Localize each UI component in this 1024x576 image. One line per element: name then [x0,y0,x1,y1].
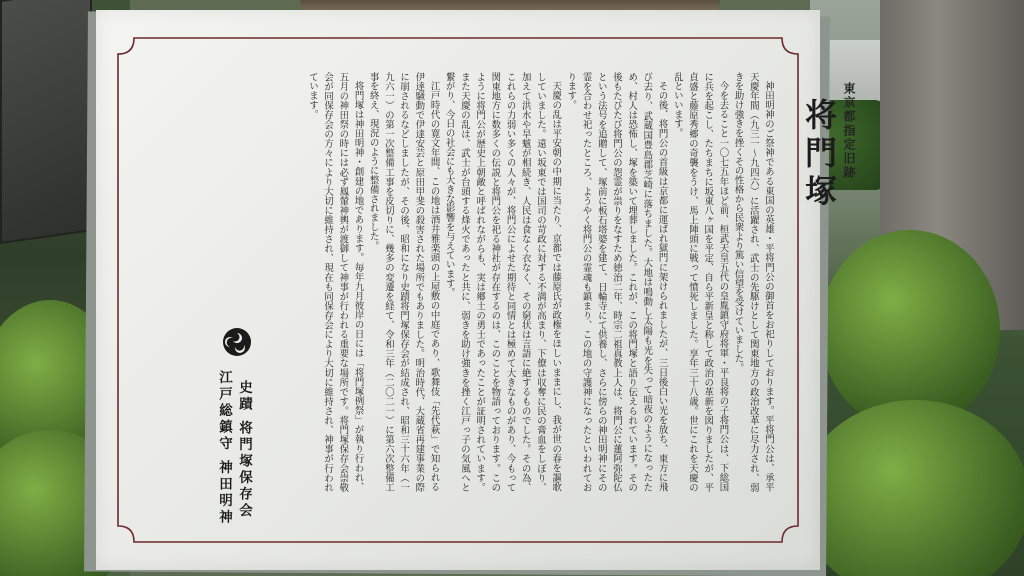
adjacent-old-sign [0,0,92,244]
mitsudomoe-crest-icon [223,328,251,356]
body-paragraph: 神田明神のご祭神である東国の英雄・平将門公の御首をお祀りしております。平将門公は、承平天慶年間（九三一～九四六）に活躍され、武士の先駆けとして関東地方の政治改革に尽力され、弱きを助け強きを挫くその性格から民衆より篤い信望を受けていました。 [732,72,774,492]
body-paragraph: 天慶の乱は平安朝の中期に当たり、京都では藤原氏が政権をほしいままにし、我が世の春を謳歌していました。遠い坂東では国司の苛政に対する不満が高まり、下僚は収奪に民の膏血をしぼり、加えて洪水や旱魃が相続き、人民は食なく衣なく、その窮状は言語に絶するものでした。その為、これらの力弱い多くの人々が、将門公によせた期待と同情とは極めて大きなものがあり、今もって関東地方に数多くの伝説と将門公を祀る神社が存在するのは、このことを物語っております。このように将門公が歴史上朝敵と呼ばれながらも、実は郷土の勇士であったことが証明されています。また天慶の乱は、武士が台頭する烽火であったと共に、弱きを助け強きを挫く江戸っ子の気風へと繋がり、今日の社会にも大きな影響を与えています。 [443,72,562,492]
body-paragraph: 江戸時代の寛文年間、この地は酒井雅楽頭の上屋敷の中庭であり、歌舞伎「先代萩」で知られる伊達騒動で伊達安芸と原田甲斐の殺害された場所でもありました。明治時代、大蔵省再建事業の際に崩されるなどしましたが、その後、昭和になり史蹟将門塚保存会が結成され、昭和三十六年（一九六一）の第一次整備工事を皮切りに、幾多の変遷を経て、令和三年（二〇二一）に第六次整備工事を終え、現況のように整備されました。 [367,72,440,492]
designation-label: 東京都指定旧跡 [842,82,856,180]
body-paragraph: 今を去ること一〇七五年ほど前、桓武天皇五代の皇胤鎮守府将軍・平良将の子将門公は、下総国に兵を起こし、たちまちに坂東八ヶ国を平定、自ら平新皇と称して政治の革新を図りましたが、平貞盛と藤原秀郷の奇襲をうけ、馬上陣頭に戦って憤死しました。享年三十八歳。世にこれを天慶の乱といいます。 [671,72,729,492]
body-paragraph: その後、将門公の首級は京都に運ばれ獄門に架けられましたが、三日後白い光を放ち、東方に飛び去り、武蔵国豊島郡芝崎に落ちました。大地は鳴動し太陽も光を失って暗夜のようになったため、村人は恐怖し、塚を築いて埋葬しました。これが、この将門塚と語り伝えられています。その後もたびたび将門公の怨霊が祟りをなすため徳治二年、時宗二祖真教上人は、将門公に蓮阿弥陀仏という法号を追贈して、塚前に板石塔婆を建て、日輪寺にて供養し、さらに傍らの神田明神にその霊を合わせ祀ったところ、ようやく将門公の霊魂も鎮まり、この地の守護神になったといわれております。 [565,72,668,492]
sign-body [296,72,776,492]
footer-kanda-myojin: 江戸総鎮守 神田明神 [216,370,232,527]
footer-preservation-society: 史蹟 将門塚保存会 [236,380,252,520]
body-paragraph: 将門塚は神田明神・創建の地であります。毎年九月彼岸の日には「将門塚例祭」が執り行われ、五月の神田祭の時には必ず鳳輦神輿が渡御して神事が行われる重要な場所です。将門塚保存会崇敬会が同保存会の方々により大切に維持され、現在も同保存会により大切に維持され、神事が行われています。 [306,72,364,492]
sign-title: 将門塚 [800,98,838,212]
signboard [96,10,856,570]
